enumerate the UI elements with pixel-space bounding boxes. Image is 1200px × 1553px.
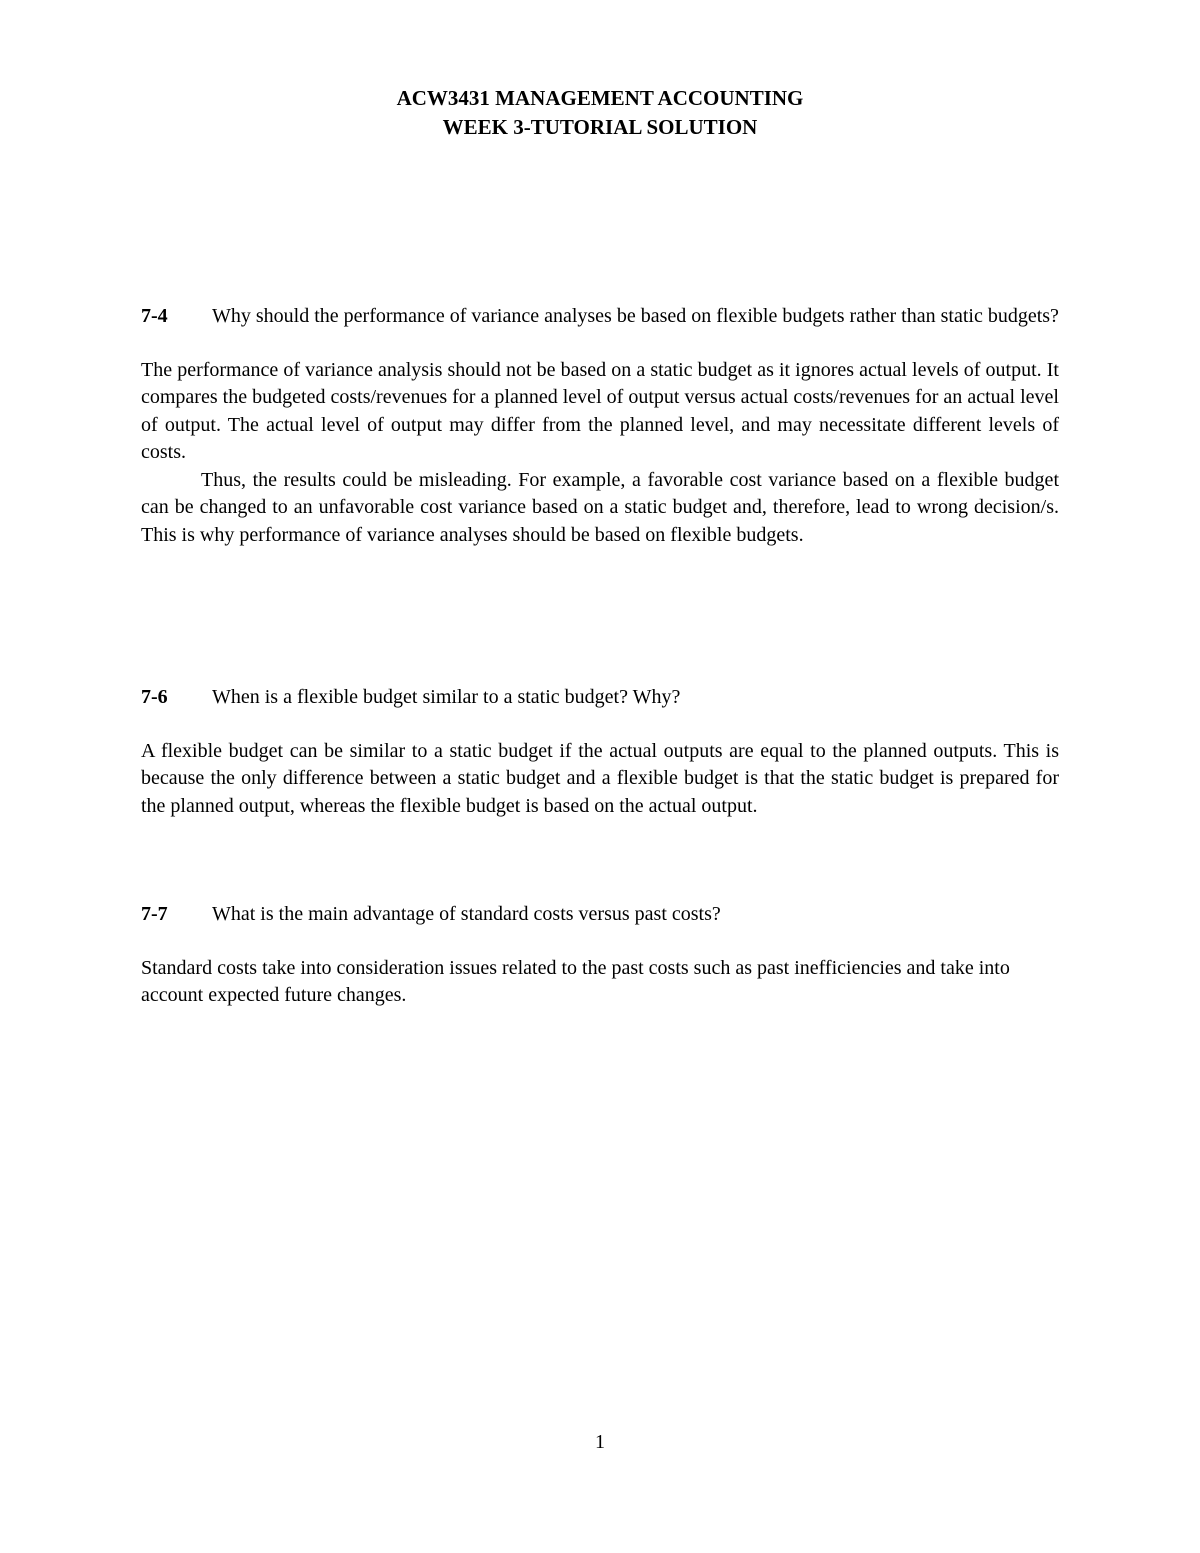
- question-section-7-4: [141, 303, 1059, 549]
- answer-paragraph: The performance of variance analysis should not be based on a static budget as it ignores actual levels of output. It compares the budgeted costs/revenues for a planned level of output versus actual costs/revenues for an actual level of output. The actual level of output may differ from the planned level, and may necessitate different levels of costs.: [141, 358, 1059, 463]
- answer-paragraph: Thus, the results could be misleading. For example, a favorable cost variance based on a flexible budget can be changed to an unfavorable cost variance based on a static budget and, therefore, lead to wrong decision/s. This is why performance of variance analyses should be based on flexible budgets.: [141, 468, 1059, 546]
- question-prompt: When is a flexible budget similar to a static budget? Why?: [212, 686, 681, 708]
- course-title: ACW3431 MANAGEMENT ACCOUNTING: [396, 86, 804, 110]
- question-text: [141, 901, 1059, 929]
- answer-paragraph: Standard costs take into consideration issues related to the past costs such as past inefficiencies and take into account expected future changes.: [141, 956, 1010, 1006]
- question-text: [141, 303, 1059, 331]
- document-title: [0, 84, 1200, 142]
- question-number: 7-7: [141, 903, 168, 925]
- question-number: 7-6: [141, 686, 168, 708]
- question-prompt: What is the main advantage of standard costs versus past costs?: [212, 903, 721, 925]
- question-prompt: Why should the performance of variance analyses be based on flexible budgets rather than static budgets?: [212, 305, 1059, 327]
- question-section-7-7: [141, 901, 1059, 1010]
- page-number: 1: [595, 1431, 605, 1453]
- question-number: 7-4: [141, 305, 168, 327]
- answer-paragraph: A flexible budget can be similar to a static budget if the actual outputs are equal to the planned outputs. This is because the only difference between a static budget and a flexible budget is that the static budget is prepared for the planned output, whereas the flexible budget is based on the actual output.: [141, 739, 1059, 817]
- question-section-7-6: [141, 684, 1059, 820]
- question-text: [141, 684, 1059, 712]
- document-subtitle: WEEK 3-TUTORIAL SOLUTION: [442, 115, 758, 139]
